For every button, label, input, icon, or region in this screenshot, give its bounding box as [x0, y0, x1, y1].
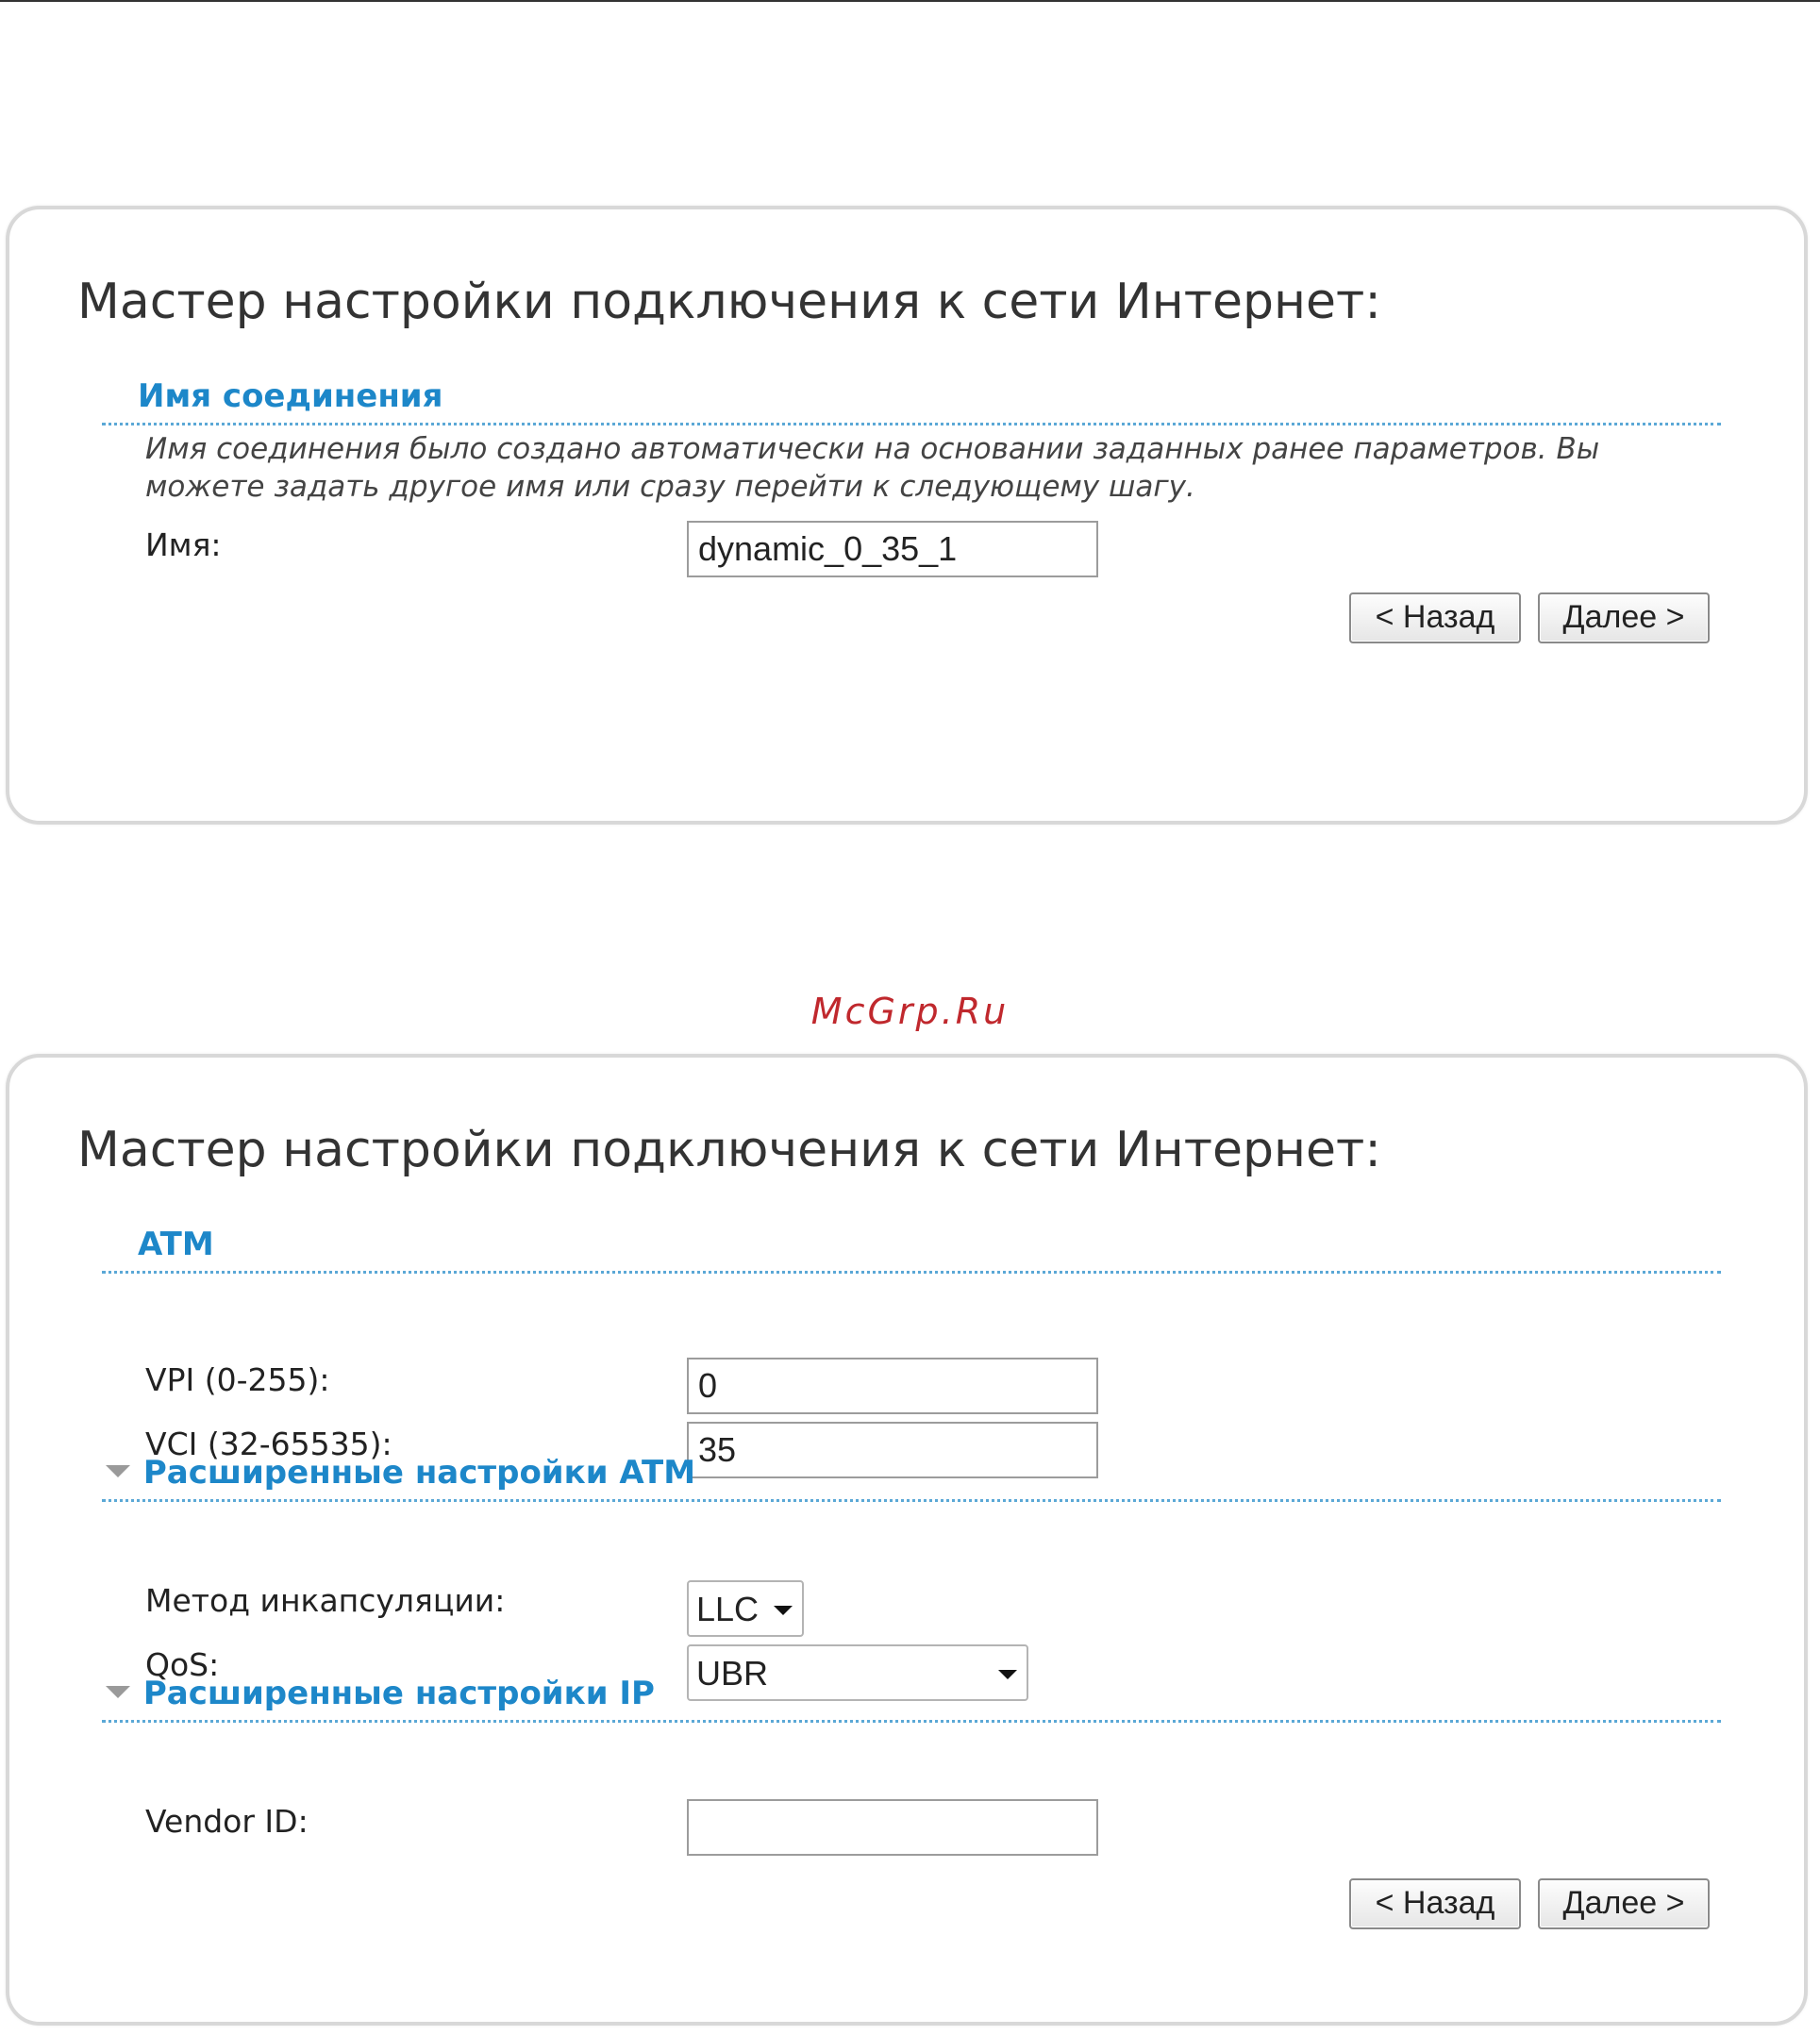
name-field[interactable] — [687, 521, 1098, 577]
back-button[interactable]: < Назад — [1349, 592, 1521, 643]
top-rule — [0, 0, 1820, 2]
collapse-triangle-icon[interactable] — [106, 1465, 130, 1477]
qos-selected-value: UBR — [696, 1654, 769, 1693]
encapsulation-selected-value: LLC — [696, 1590, 760, 1628]
vendor-id-label: Vendor ID: — [145, 1803, 309, 1840]
section-heading-atm — [102, 1226, 1721, 1274]
connection-name-wizard-panel — [6, 206, 1808, 825]
vendor-id-field[interactable] — [687, 1799, 1098, 1856]
qos-label: QoS: — [145, 1646, 220, 1683]
section-heading-atm-advanced[interactable] — [102, 1454, 1721, 1502]
section-heading-label: Расширенные настройки IP — [142, 1675, 655, 1712]
section-heading-connection-name — [102, 377, 1721, 425]
section-heading-label: ATM — [138, 1226, 214, 1263]
encapsulation-label: Метод инкапсуляции: — [145, 1582, 506, 1619]
next-button[interactable]: Далее > — [1538, 592, 1710, 643]
name-label: Имя: — [145, 526, 222, 563]
encapsulation-select[interactable] — [687, 1580, 804, 1637]
collapse-triangle-icon[interactable] — [106, 1686, 130, 1698]
section-heading-ip-advanced[interactable] — [102, 1675, 1721, 1723]
page-title: Мастер настройки подключения к сети Интернет: — [77, 1122, 1381, 1178]
next-button[interactable]: Далее > — [1538, 1878, 1710, 1929]
back-button[interactable]: < Назад — [1349, 1878, 1521, 1929]
section-description: Имя соединения было создано автоматически на основании заданных ранее параметров. Вы можете задать другое имя или сразу перейти к следующему шагу. — [145, 432, 1600, 504]
page-title: Мастер настройки подключения к сети Интернет: — [77, 274, 1381, 330]
section-heading-label: Имя соединения — [138, 377, 443, 415]
atm-settings-wizard-panel — [6, 1054, 1808, 2026]
vpi-label: VPI (0-255): — [145, 1361, 330, 1398]
chevron-down-icon — [774, 1606, 793, 1615]
vci-label: VCI (32-65535): — [145, 1426, 392, 1462]
watermark: McGrp.Ru — [810, 991, 1010, 1032]
vpi-field[interactable] — [687, 1358, 1098, 1414]
section-heading-label: Расширенные настройки ATM — [142, 1454, 696, 1492]
